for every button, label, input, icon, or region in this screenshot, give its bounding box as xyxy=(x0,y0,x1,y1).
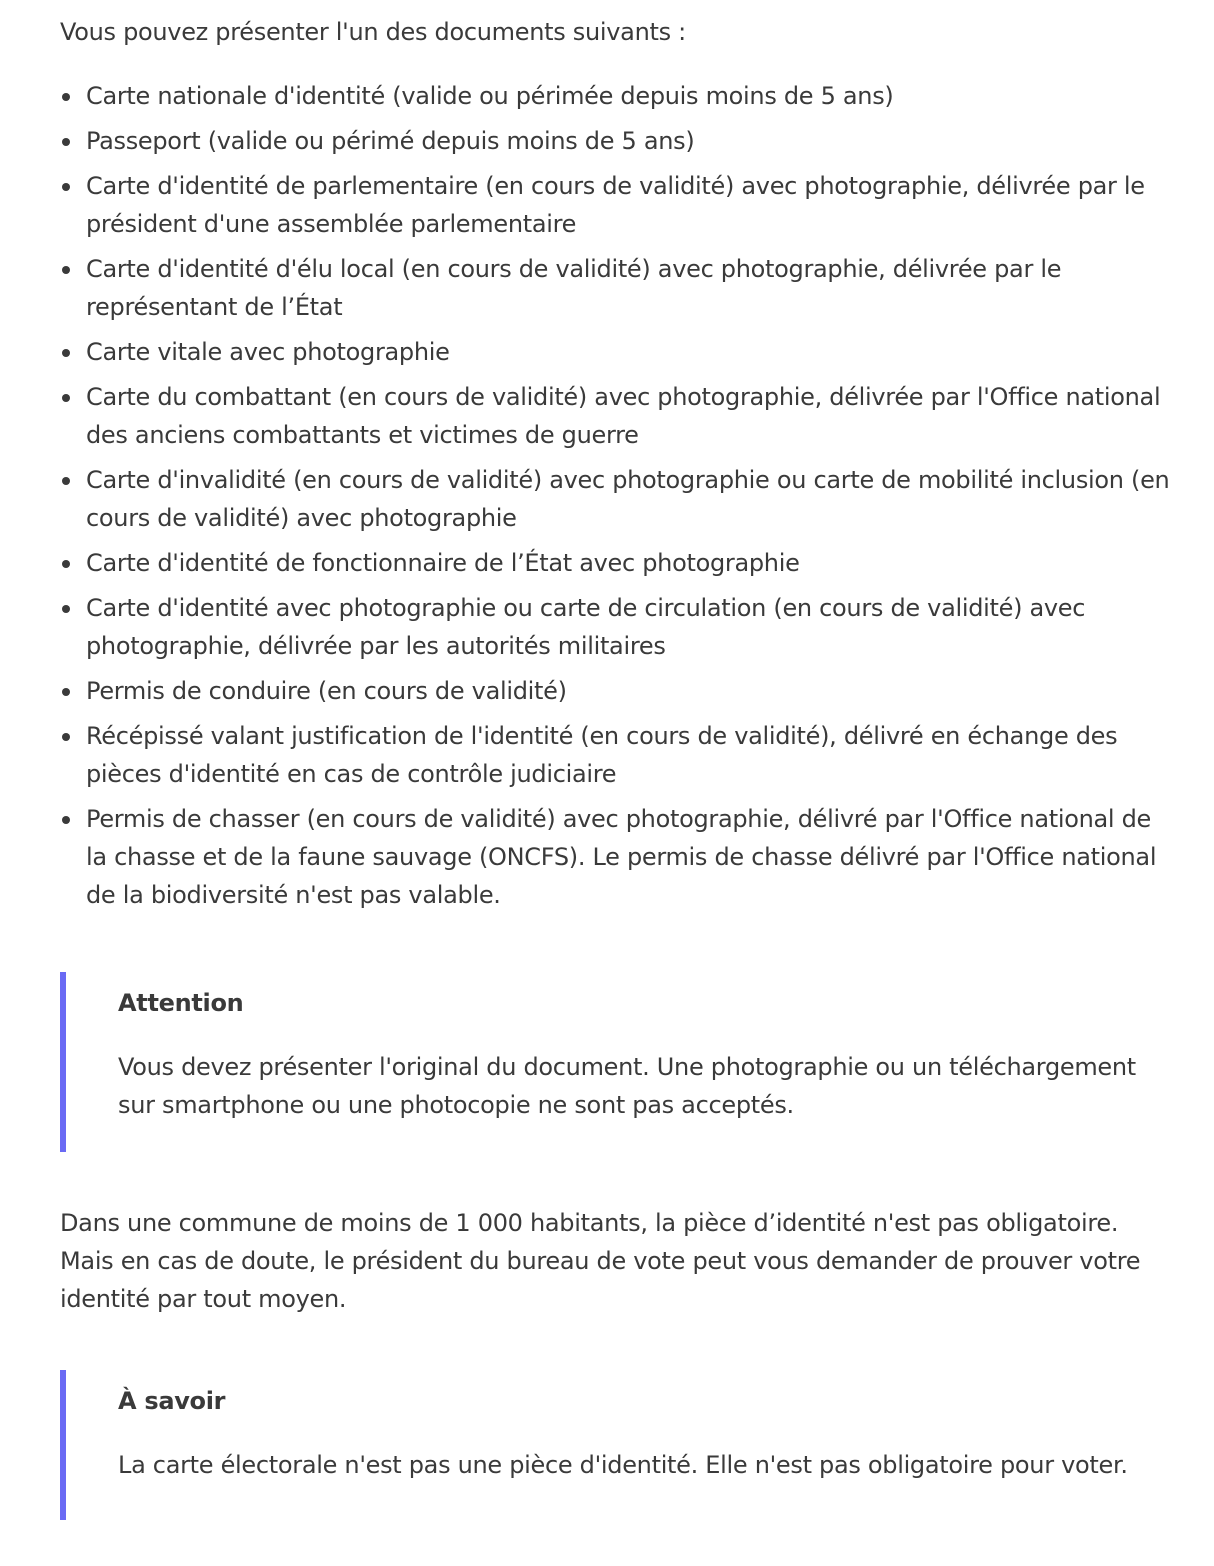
list-item xyxy=(60,672,1174,710)
list-item xyxy=(60,589,1174,665)
bullet-icon xyxy=(62,605,70,613)
list-item xyxy=(60,378,1174,454)
list-item xyxy=(60,461,1174,537)
attention-callout xyxy=(60,972,1174,1152)
list-item xyxy=(60,333,1174,371)
bullet-icon xyxy=(62,266,70,274)
attention-text: Vous devez présenter l'original du document. Une photographie ou un téléchargement sur smartphone ou une photocopie ne sont pas acceptés. xyxy=(118,1053,1136,1119)
list-item xyxy=(60,77,1174,115)
list-item-text: Carte d'identité de fonctionnaire de l’État avec photographie xyxy=(86,549,800,577)
list-item xyxy=(60,250,1174,326)
list-item xyxy=(60,800,1174,914)
bullet-icon xyxy=(62,394,70,402)
list-item-text: Carte d'invalidité (en cours de validité) avec photographie ou carte de mobilité inclusion (en cours de validité) avec photographie xyxy=(86,466,1170,532)
list-item-text: Carte d'identité avec photographie ou carte de circulation (en cours de validité) avec photographie, délivrée par les autorités militaires xyxy=(86,594,1086,660)
bullet-icon xyxy=(62,477,70,485)
list-item xyxy=(60,122,1174,160)
list-item xyxy=(60,167,1174,243)
list-item-text: Récépissé valant justification de l'identité (en cours de validité), délivré en échange des pièces d'identité en cas de contrôle judiciaire xyxy=(86,722,1118,788)
bullet-icon xyxy=(62,688,70,696)
list-item-text: Permis de chasser (en cours de validité) avec photographie, délivré par l'Office national de la chasse et de la faune sauvage (ONCFS). Le permis de chasse délivré par l'Office national de la biodiversité n'est pas valable. xyxy=(86,805,1157,909)
list-item-text: Carte vitale avec photographie xyxy=(86,338,450,366)
bullet-icon xyxy=(62,183,70,191)
a-savoir-text: La carte électorale n'est pas une pièce d'identité. Elle n'est pas obligatoire pour voter. xyxy=(118,1451,1128,1479)
list-item xyxy=(60,717,1174,793)
list-item-text: Carte nationale d'identité (valide ou périmée depuis moins de 5 ans) xyxy=(86,82,894,110)
bullet-icon xyxy=(62,349,70,357)
list-item-text: Passeport (valide ou périmé depuis moins de 5 ans) xyxy=(86,127,695,155)
documents-list xyxy=(60,77,1174,914)
a-savoir-title: À savoir xyxy=(118,1387,226,1415)
bullet-icon xyxy=(62,560,70,568)
intro-text: Vous pouvez présenter l'un des documents suivants : xyxy=(60,18,686,46)
bullet-icon xyxy=(62,93,70,101)
list-item-text: Carte d'identité de parlementaire (en cours de validité) avec photographie, délivrée par le président d'une assemblée parlementaire xyxy=(86,172,1145,238)
small-commune-paragraph: Dans une commune de moins de 1 000 habitants, la pièce d’identité n'est pas obligatoire. Mais en cas de doute, le président du bureau de vote peut vous demander de prouver votre identité par tout moyen. xyxy=(60,1209,1141,1313)
list-item-text: Carte d'identité d'élu local (en cours de validité) avec photographie, délivrée par le représentant de l’État xyxy=(86,255,1062,321)
list-item xyxy=(60,544,1174,582)
bullet-icon xyxy=(62,816,70,824)
attention-title: Attention xyxy=(118,989,244,1017)
bullet-icon xyxy=(62,733,70,741)
a-savoir-callout xyxy=(60,1370,1174,1520)
list-item-text: Carte du combattant (en cours de validité) avec photographie, délivrée par l'Office national des anciens combattants et victimes de guerre xyxy=(86,383,1161,449)
list-item-text: Permis de conduire (en cours de validité) xyxy=(86,677,567,705)
bullet-icon xyxy=(62,138,70,146)
